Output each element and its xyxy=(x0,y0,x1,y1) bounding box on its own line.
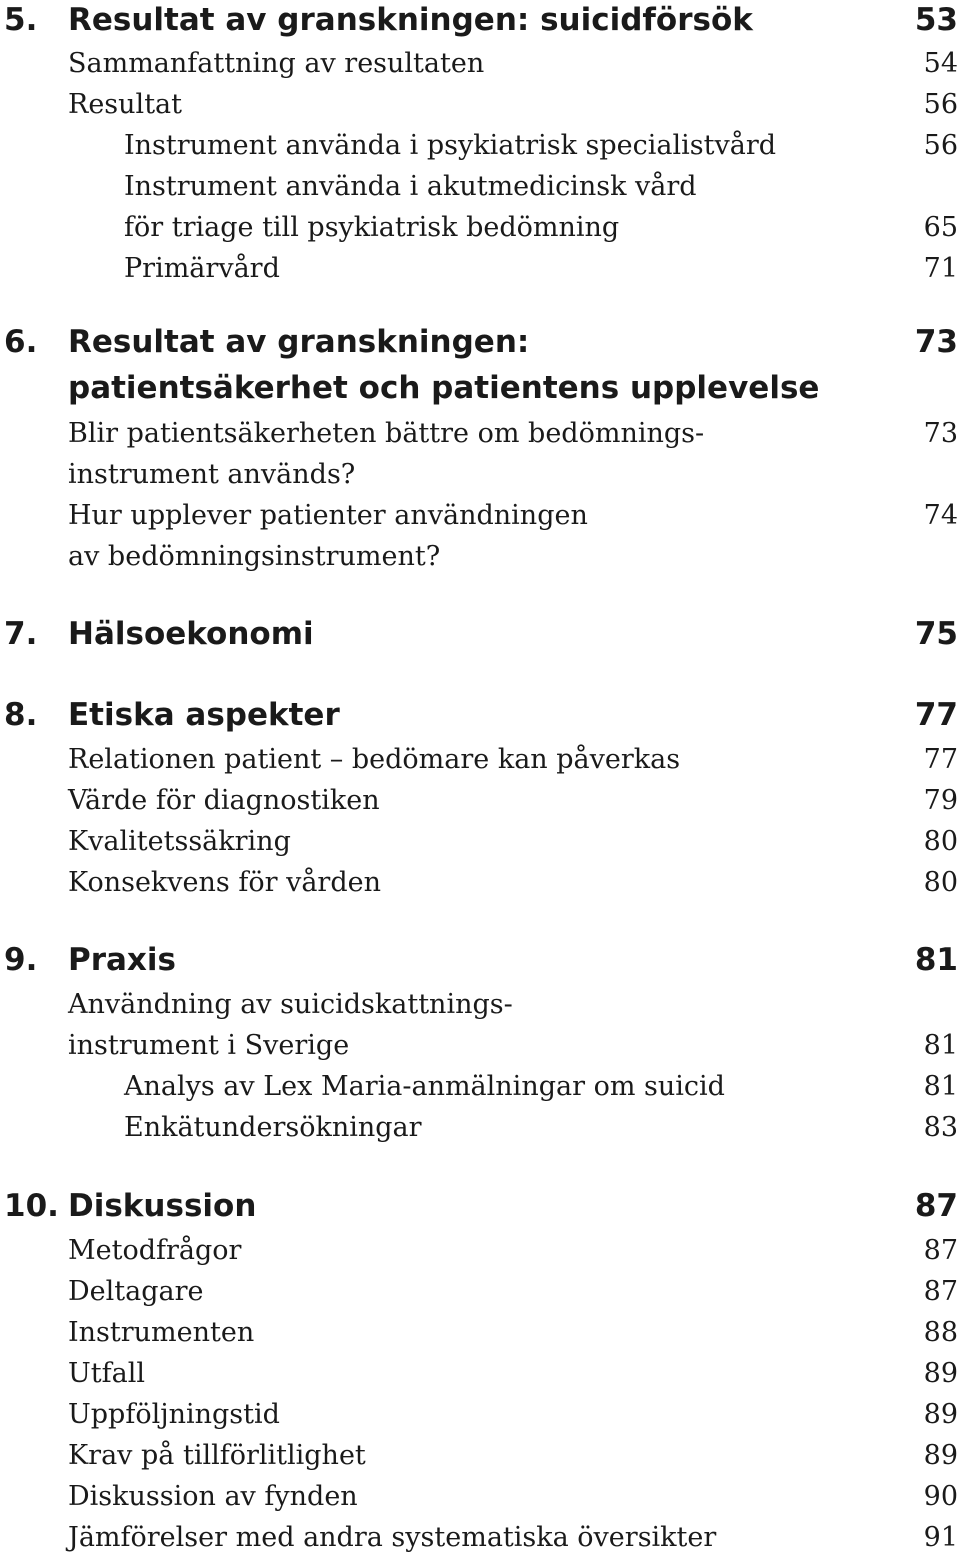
entry-label: Sammanfattning av resultaten xyxy=(68,48,485,79)
entry-label: Diskussion av fynden xyxy=(68,1481,358,1512)
entry-label: Jämförelser med andra systematiska översikter xyxy=(68,1522,717,1553)
entry-label: Utfall xyxy=(68,1358,145,1389)
chapter-number: 9. xyxy=(4,942,38,978)
entry-page: 81 xyxy=(923,1030,958,1061)
entry-page: 73 xyxy=(923,418,958,449)
chapter-page: 87 xyxy=(914,1188,958,1224)
entry-page: 56 xyxy=(923,130,958,161)
entry-page: 79 xyxy=(923,785,958,816)
entry-label: Uppföljningstid xyxy=(68,1399,280,1430)
chapter-title: Etiska aspekter xyxy=(68,697,340,733)
entry-page: 65 xyxy=(923,212,958,243)
entry-label: Resultat xyxy=(68,89,182,120)
entry-page: 90 xyxy=(923,1481,958,1512)
entry-label: Kvalitetssäkring xyxy=(68,826,291,857)
entry-label: Konsekvens för vården xyxy=(68,867,381,898)
entry-label: Blir patientsäkerheten bättre om bedömnings- xyxy=(68,418,705,449)
entry-page: 87 xyxy=(923,1276,958,1307)
chapter-page: 81 xyxy=(914,942,958,978)
entry-page: 54 xyxy=(923,48,958,79)
entry-page: 77 xyxy=(923,744,958,775)
chapter-page: 73 xyxy=(914,324,958,360)
chapter-number: 7. xyxy=(4,616,38,652)
entry-label: för triage till psykiatrisk bedömning xyxy=(124,212,620,243)
entry-page: 83 xyxy=(923,1112,958,1143)
entry-page: 89 xyxy=(923,1440,958,1471)
chapter-page: 75 xyxy=(914,616,958,652)
entry-label: av bedömningsinstrument? xyxy=(68,541,441,572)
entry-label: Primärvård xyxy=(124,253,280,284)
entry-page: 74 xyxy=(923,500,958,531)
entry-label: Instrumenten xyxy=(68,1317,255,1348)
entry-label: Analys av Lex Maria-anmälningar om suicid xyxy=(124,1071,725,1102)
chapter-number: 5. xyxy=(4,2,38,38)
entry-page: 89 xyxy=(923,1358,958,1389)
chapter-title: Resultat av granskningen: suicidförsök xyxy=(68,2,753,38)
chapter-page: 53 xyxy=(914,2,958,38)
entry-label: Instrument använda i akutmedicinsk vård xyxy=(124,171,697,202)
entry-page: 80 xyxy=(923,867,958,898)
entry-page: 89 xyxy=(923,1399,958,1430)
entry-label: Värde för diagnostiken xyxy=(68,785,380,816)
chapter-number: 10. xyxy=(4,1188,59,1224)
entry-label: Relationen patient – bedömare kan påverkas xyxy=(68,744,681,775)
entry-page: 88 xyxy=(923,1317,958,1348)
entry-label: Enkätundersökningar xyxy=(124,1112,422,1143)
chapter-page: 77 xyxy=(914,697,958,733)
entry-label: Metodfrågor xyxy=(68,1235,242,1266)
chapter-title: Praxis xyxy=(68,942,177,978)
entry-label: instrument används? xyxy=(68,459,356,490)
chapter-number: 6. xyxy=(4,324,38,360)
chapter-title-line-2: patientsäkerhet och patientens upplevelse xyxy=(68,370,820,406)
entry-label: Instrument använda i psykiatrisk specialistvård xyxy=(124,130,777,161)
chapter-title: Resultat av granskningen: xyxy=(68,324,530,360)
entry-label: instrument i Sverige xyxy=(68,1030,350,1061)
entry-page: 87 xyxy=(923,1235,958,1266)
entry-page: 71 xyxy=(923,253,958,284)
chapter-title: Hälsoekonomi xyxy=(68,616,314,652)
entry-page: 56 xyxy=(923,89,958,120)
entry-page: 81 xyxy=(923,1071,958,1102)
entry-label: Deltagare xyxy=(68,1276,204,1307)
entry-label: Krav på tillförlitlighet xyxy=(68,1440,366,1471)
chapter-title: Diskussion xyxy=(68,1188,257,1224)
entry-label: Hur upplever patienter användningen xyxy=(68,500,588,531)
entry-label: Användning av suicidskattnings- xyxy=(68,989,513,1020)
chapter-number: 8. xyxy=(4,697,38,733)
entry-page: 91 xyxy=(923,1522,958,1553)
entry-page: 80 xyxy=(923,826,958,857)
